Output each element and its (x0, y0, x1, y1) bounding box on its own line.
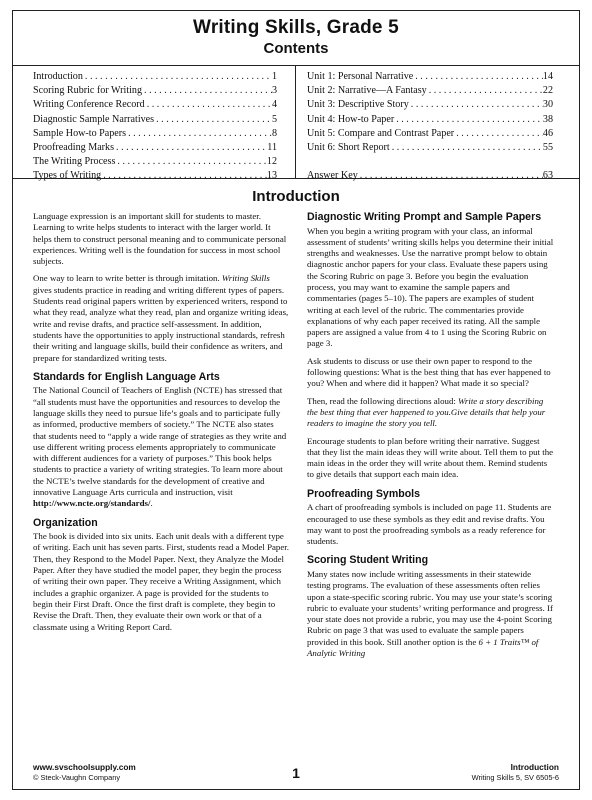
toc-item-label: The Writing Process (33, 156, 116, 168)
text-run: Then, read the following directions aloud: (307, 395, 459, 406)
diagnostic-paragraph: When you begin a writing program with your class, an informal assessment of students’ writing skills helps you determine their initial strengths and weaknesses. Use the narrative prompt below to obtain diagnostic anchor papers for your class. Evaluate these papers using the Scoring Rubric on page 3. Before you begin the evaluation process, you may want to examine the sample papers and commentaries (pages 5–10). The papers are examples of student writing at each level of the rubric. The commentaries provide explanations of why each paper received its rating. All the sample papers are assigned a value from 4 to 1 using the Scoring Rubric on page 3. (307, 225, 554, 349)
toc-item (307, 98, 553, 112)
prompt-italic: Write a story describing the best thing that ever happened to you.Give details that help your readers to imagine the story you tell. (307, 395, 546, 429)
toc-item (33, 155, 277, 169)
toc-item (33, 84, 277, 98)
toc-item-page: 55 (542, 141, 553, 153)
toc-item-page: 22 (542, 85, 553, 97)
toc-item (33, 141, 277, 155)
table-of-contents (13, 65, 579, 182)
toc-item-label: Writing Conference Record (33, 99, 145, 111)
proofreading-paragraph: A chart of proofreading symbols is included on page 11. Students are encouraged to use these symbols as they edit and revise drafts. You may want to post the proofreading symbols as a ready reference for students. (307, 502, 552, 547)
toc-item (33, 98, 277, 112)
toc-item (307, 113, 553, 127)
traits-italic: 6 + 1 Traits™ of Analytic Writing (307, 636, 539, 658)
section-heading-diagnostic: Diagnostic Writing Prompt and Sample Papers (307, 211, 542, 223)
toc-item-label: Unit 3: Descriptive Story (307, 99, 409, 111)
toc-item-label: Unit 4: How-to Paper (307, 113, 395, 125)
toc-item-page: 1 (271, 71, 277, 82)
text-run: One way to learn to write better is through imitation. (33, 273, 222, 284)
toc-item-label: Sample How-to Papers (33, 127, 127, 139)
toc-item-page: 11 (267, 141, 277, 153)
standards-paragraph: The National Council of Teachers of English (NCTE) has stressed that “all students must have the opportunities and resources to develop the language skills they need to pursue life’s goals and to participate fully as informed, productive members of society.” The NCTE also states that students need to “apply a wide range of strategies as they write and use different writing process elements appropriately to communicate with different audiences for a variety of purposes.” This book helps students to practice a variety of writing strategies. To learn more about the NCTE’s twelve standards for the development of creative and innovative Language Arts curricula and instruction, visit http://www.ncte.org/standards/. (33, 385, 287, 509)
toc-leader-dots (413, 70, 543, 84)
toc-item-label: Scoring Rubric for Writing (33, 85, 143, 97)
toc-item-page: 30 (542, 99, 553, 111)
toc-item-label: Introduction (33, 71, 83, 82)
left-column (33, 211, 289, 639)
toc-divider (295, 66, 296, 178)
toc-leader-dots (114, 141, 267, 155)
toc-item (33, 70, 277, 84)
toc-item-page: 46 (542, 127, 553, 139)
intro-paragraph: Language expression is an important skill for students to master. Learning to write helps students to interact with the larger world. It helps them to construct personal meaning and to communicate personal experiences. Writing well is the foundation for success in most school subjects. (33, 211, 287, 267)
section-heading-organization: Organization (33, 516, 98, 529)
toc-leader-dots (427, 84, 543, 98)
toc-item-label: Types of Writing (33, 170, 102, 182)
toc-leader-dots (454, 127, 543, 141)
section-heading-scoring: Scoring Student Writing (307, 554, 429, 567)
toc-item (33, 169, 277, 183)
text-run: Many states now include writing assessments in their statewide testing programs. The evaluation of these assessments often relies upon a state-specific scoring rubric. You may use your state’s scoring rubric to evaluate your students’ writing performance and progress. If your state does not provide a rubric, you may use the 4-point Scoring Rubric on page 3 that was used to evaluate the sample papers provided in this book. Still another option is the (307, 568, 553, 647)
organization-paragraph: The book is divided into six units. Each unit deals with a different type of writing. Each unit has seven parts. First, students read a Model Paper. Then, they Respond to the Model Paper. Next, they Analyze the Model Paper. After they have studied the model paper, they begin the process of writing their own paper. They receive a Writing Assignment, which includes a graphic organizer. A page is provided for the students to begin their First Draft. Once the first draft is complete, they begin to Revise the Draft. Then, they evaluate their own work or that of a classmate using a Writing Report Card. (33, 531, 289, 632)
toc-leader-dots (390, 141, 543, 155)
footer-product-code: Writing Skills 5, SV 6505-6 (471, 773, 559, 782)
section-heading-proofreading: Proofreading Symbols (307, 487, 421, 500)
toc-item-page: 12 (266, 156, 277, 168)
toc-item (33, 113, 277, 127)
toc-right-column (307, 70, 553, 184)
toc-item (33, 127, 277, 141)
toc-spacer (307, 155, 553, 169)
diagnostic-paragraph: Ask students to discuss or use their own paper to respond to the following questions: What is the best thing that has ever happened to you? When and where did it happen? What made it so special? (307, 355, 551, 389)
footer-section-name: Introduction (510, 762, 559, 772)
toc-item-label: Unit 1: Personal Narrative (307, 71, 414, 82)
page-footer (33, 762, 559, 786)
toc-item (307, 141, 553, 155)
toc-leader-dots (154, 113, 272, 127)
toc-left-column (33, 70, 277, 184)
toc-item-page: 38 (542, 113, 553, 125)
page-title: Writing Skills, Grade 5 (193, 17, 399, 38)
footer-website[interactable]: www.svschoolsupply.com (33, 762, 136, 772)
contents-heading: Contents (263, 40, 329, 57)
toc-item-label: Unit 2: Narrative—A Fantasy (307, 85, 427, 97)
toc-leader-dots (409, 98, 543, 112)
toc-leader-dots (394, 113, 543, 127)
toc-leader-dots (115, 155, 267, 169)
toc-leader-dots (145, 98, 272, 112)
toc-item-page: 8 (271, 127, 277, 139)
toc-leader-dots (358, 169, 543, 183)
toc-leader-dots (101, 169, 267, 183)
intro-paragraph (33, 273, 289, 363)
body-columns (13, 211, 579, 756)
text-run: gives students practice in reading and writing different types of papers. Students read original papers written by experienced writers, respond to what they read, analyze what they read, plan and organize writing ideas, write and revise drafts, and practice self-assessment. In addition, students have the opportunities to apply instructional standards, refresh their writing and language skills, build their confidence as writers, and prepare for standardized writing tests. (33, 284, 289, 363)
diagnostic-paragraph (307, 396, 555, 430)
section-heading-standards: Standards for English Language Arts (33, 370, 220, 383)
toc-item-label: Answer Key (307, 170, 358, 182)
toc-item-label: Proofreading Marks (33, 141, 115, 153)
page-header (13, 17, 579, 57)
toc-leader-dots (142, 84, 272, 98)
toc-item-label: Unit 5: Compare and Contrast Paper (307, 127, 455, 139)
toc-leader-dots (126, 127, 272, 141)
toc-item-page: 5 (271, 113, 277, 125)
toc-item-page: 63 (542, 170, 553, 182)
footer-copyright: © Steck-Vaughn Company (33, 773, 121, 782)
toc-item (307, 70, 553, 84)
toc-item (307, 84, 553, 98)
page-frame (12, 10, 580, 790)
diagnostic-paragraph: Encourage students to plan before writing their narrative. Suggest that they list the main ideas they will write about. Tell them to put the main ideas in the order they will write about them. Remind students to give details that support each main idea. (307, 435, 554, 480)
toc-item-answer-key (307, 169, 553, 183)
introduction-heading: Introduction (252, 188, 340, 205)
right-column (307, 211, 555, 665)
book-title-italic: Writing Skills (221, 273, 270, 284)
scoring-paragraph (307, 569, 555, 659)
toc-leader-dots (83, 70, 272, 84)
toc-item-label: Unit 6: Short Report (307, 141, 390, 153)
ncte-link[interactable]: http://www.ncte.org/standards/ (33, 498, 151, 509)
toc-item-page: 13 (266, 170, 277, 182)
text-run: The National Council of Teachers of English (NCTE) has stressed that “all students must have the opportunities and resources to develop the language skills they need to pursue life’s goals and to participate fully as informed, productive members of society.” The NCTE also states that students need to “apply a wide range of strategies as they write and use different writing process elements appropriately to communicate with different audiences for a variety of purposes.” This book helps students to practice a variety of writing strategies. To learn more about the NCTE’s twelve standards for the development of creative and innovative Language Arts curricula and instruction, visit (33, 385, 287, 498)
toc-item (307, 127, 553, 141)
toc-item-page: 3 (271, 85, 277, 97)
toc-item-page: 4 (271, 99, 277, 111)
toc-item-label: Diagnostic Sample Narratives (33, 113, 155, 125)
page-number: 1 (292, 765, 300, 781)
toc-item-page: 14 (542, 71, 553, 82)
